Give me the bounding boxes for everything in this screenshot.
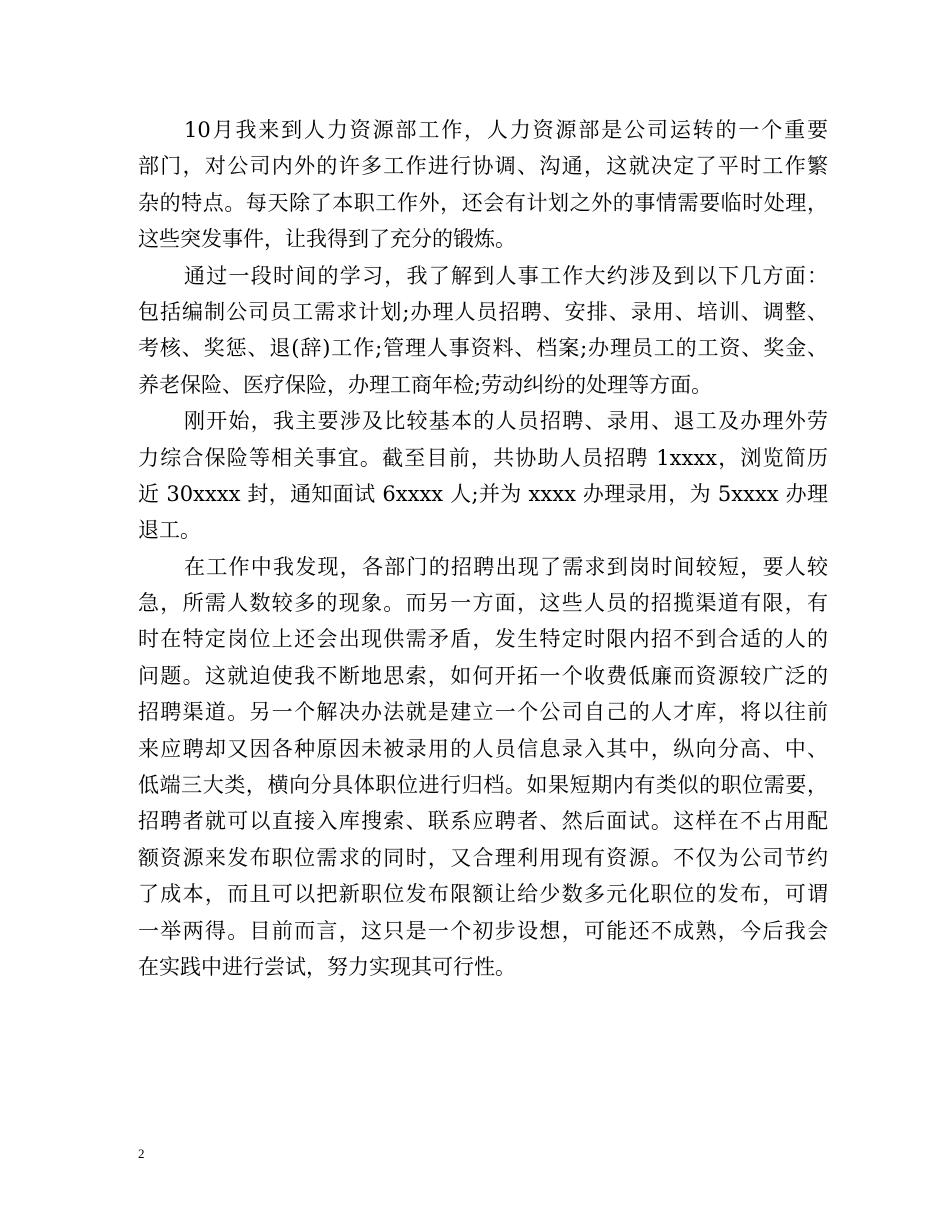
page-number: 2	[138, 1146, 145, 1161]
text-line: 近 30xxxx 封，通知面试 6xxxx 人;并为 xxxx 办理录用，为 5xxxx 办理	[138, 481, 828, 506]
text-line: 在工作中我发现，各部门的招聘出现了需求到岗时间较短，要人较	[184, 554, 828, 579]
text-line: 考核、奖惩、退(辞)工作;管理人事资料、档案;办理员工的工资、奖金、	[138, 336, 828, 361]
text-line: 杂的特点。每天除了本职工作外，还会有计划之外的事情需要临时处理，	[138, 190, 828, 215]
text-line: 包括编制公司员工需求计划;办理人员招聘、安排、录用、培训、调整、	[138, 299, 828, 324]
paragraph	[138, 549, 828, 986]
text-line: 招聘者就可以直接入库搜索、联系应聘者、然后面试。这样在不占用配	[138, 809, 828, 834]
text-line: 一举两得。目前而言，这只是一个初步设想，可能还不成熟，今后我会	[138, 918, 828, 943]
text-line: 刚开始，我主要涉及比较基本的人员招聘、录用、退工及办理外劳	[184, 409, 828, 434]
paragraph	[138, 403, 828, 549]
text-line: 招聘渠道。另一个解决办法就是建立一个公司自己的人才库，将以往前	[138, 700, 828, 725]
text-line: 了成本，而且可以把新职位发布限额让给少数多元化职位的发布，可谓	[138, 882, 828, 907]
text-line: 退工。	[138, 518, 201, 543]
text-line: 通过一段时间的学习，我了解到人事工作大约涉及到以下几方面：	[184, 263, 828, 288]
text-line: 10月我来到人力资源部工作，人力资源部是公司运转的一个重要	[184, 118, 828, 142]
text-line: 来应聘却又因各种原因未被录用的人员信息录入其中，纵向分高、中、	[138, 736, 828, 761]
text-line: 问题。这就迫使我不断地思索，如何开拓一个收费低廉而资源较广泛的	[138, 663, 828, 688]
body-text	[138, 112, 828, 985]
text-line: 急，所需人数较多的现象。而另一方面，这些人员的招揽渠道有限，有	[138, 591, 828, 616]
paragraph	[138, 258, 828, 404]
text-line: 低端三大类，横向分具体职位进行归档。如果短期内有类似的职位需要，	[138, 773, 828, 798]
text-line: 力综合保险等相关事宜。截至目前，共协助人员招聘 1xxxx，浏览简历	[138, 445, 828, 470]
text-line: 时在特定岗位上还会出现供需矛盾，发生特定时限内招不到合适的人的	[138, 627, 828, 652]
paragraph	[138, 112, 828, 258]
text-line: 这些突发事件，让我得到了充分的锻炼。	[138, 227, 516, 252]
text-line: 额资源来发布职位需求的同时，又合理利用现有资源。不仅为公司节约	[138, 845, 828, 870]
text-line: 在实践中进行尝试，努力实现其可行性。	[138, 954, 516, 979]
text-line: 养老保险、医疗保险，办理工商年检;劳动纠纷的处理等方面。	[138, 372, 713, 397]
text-line: 部门，对公司内外的许多工作进行协调、沟通，这就决定了平时工作繁	[138, 154, 828, 179]
